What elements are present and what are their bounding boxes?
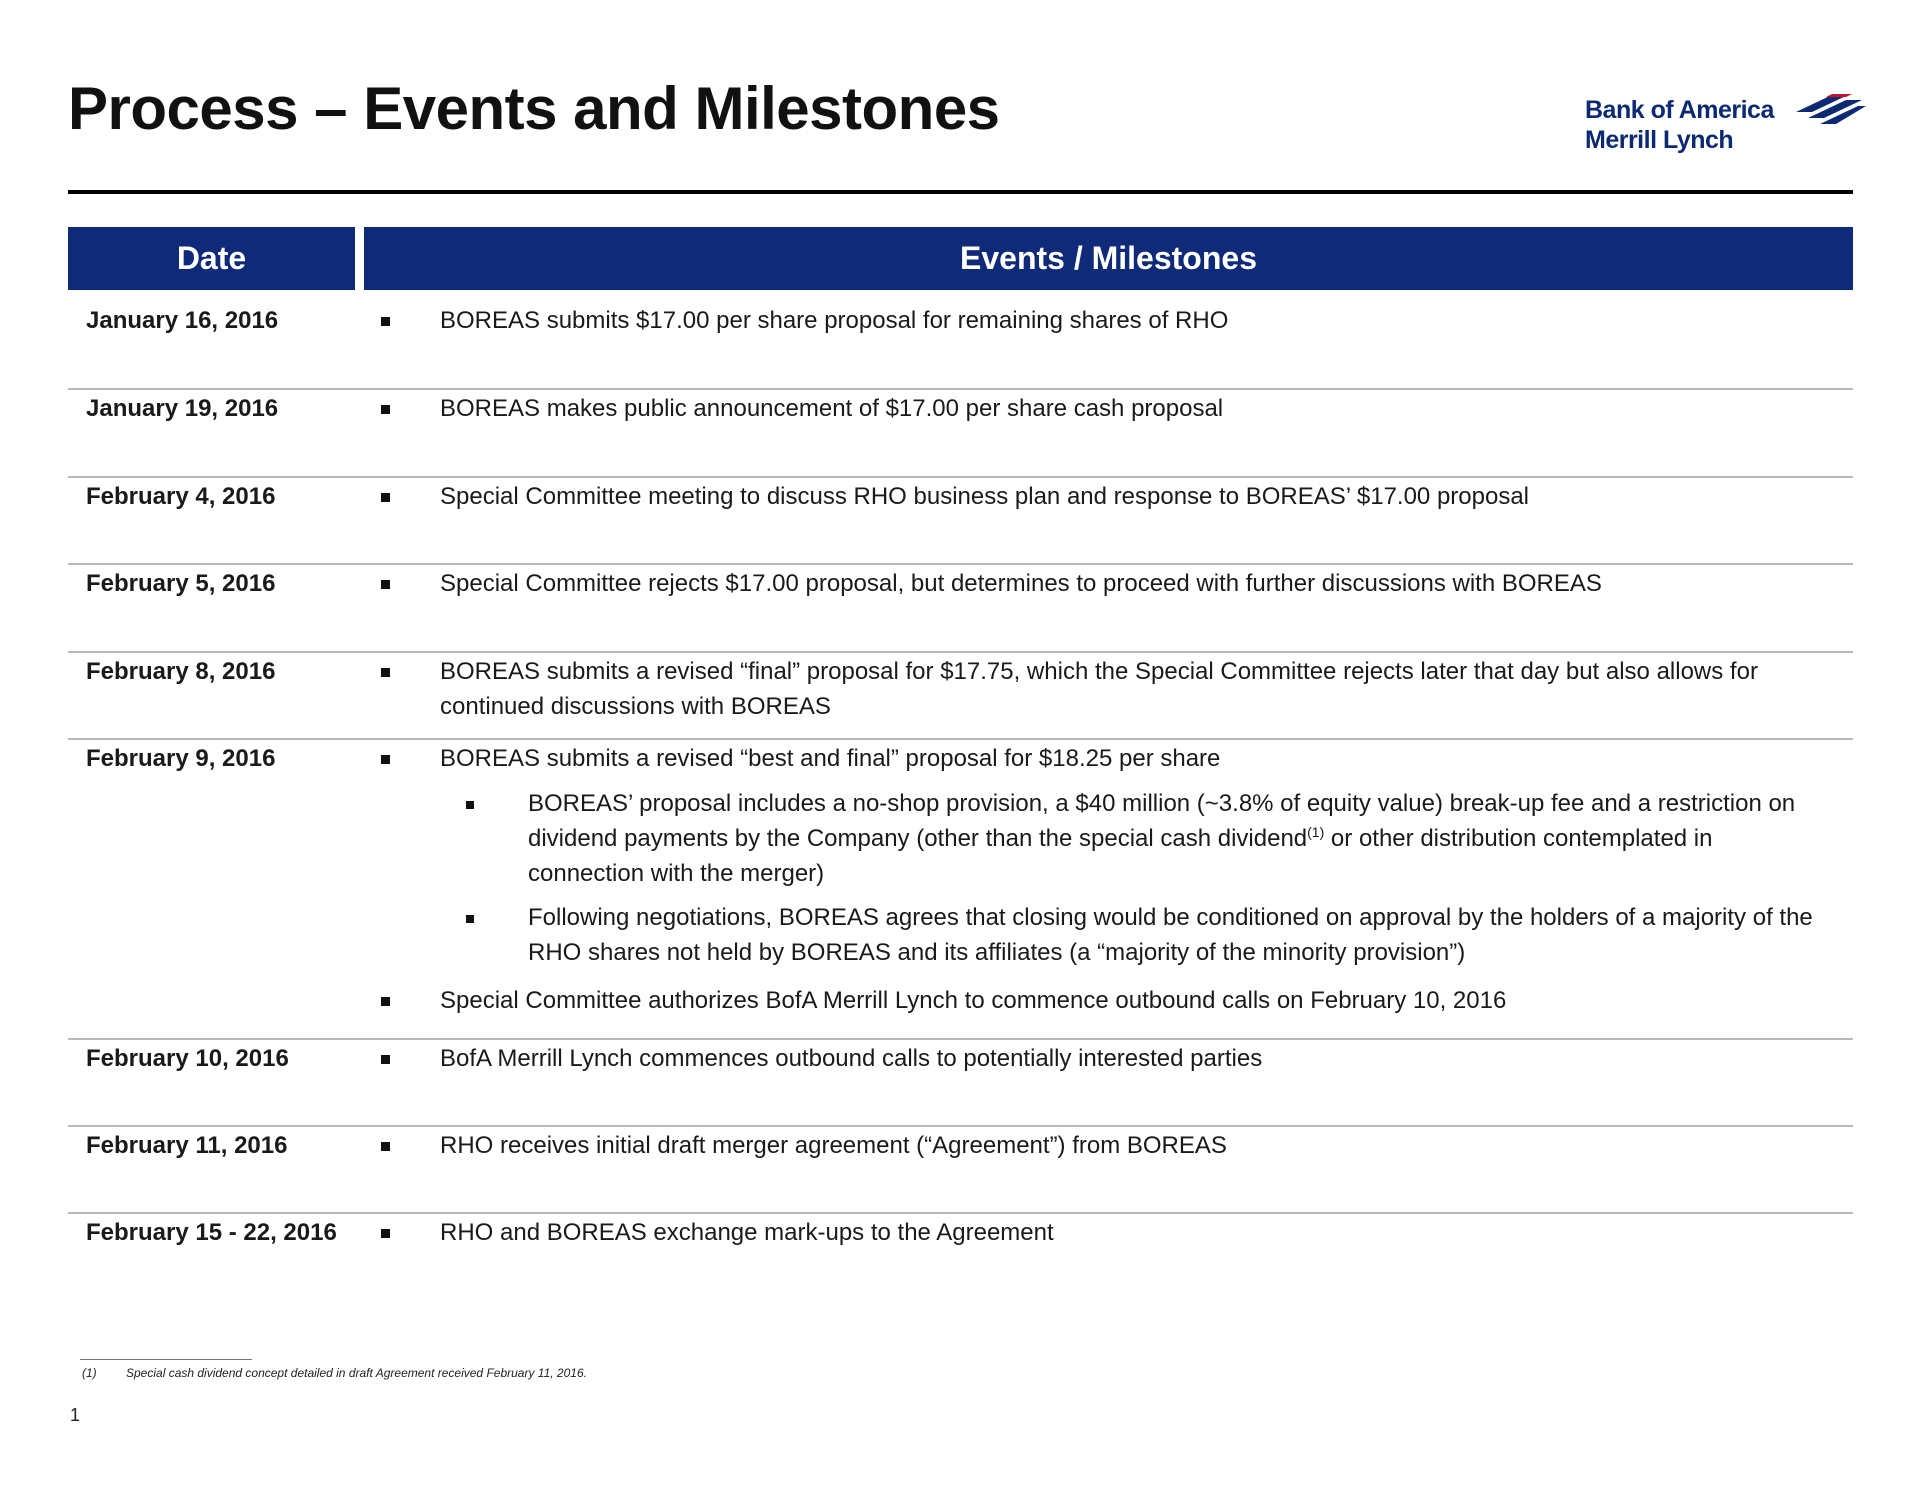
row-divider xyxy=(68,388,1853,390)
event-text: RHO and BOREAS exchange mark-ups to the Agreement xyxy=(440,1219,1054,1246)
table-row xyxy=(68,568,1853,648)
row-divider xyxy=(68,1038,1853,1040)
square-subbullet-icon xyxy=(466,915,474,923)
table-row xyxy=(68,1043,1853,1123)
row-divider xyxy=(68,1212,1853,1214)
table-row xyxy=(68,1130,1853,1210)
row-date: February 8, 2016 xyxy=(86,658,276,685)
table-row xyxy=(68,305,1853,385)
events-column-header: Events / Milestones xyxy=(364,227,1853,290)
event-text: Special Committee rejects $17.00 proposal, but determines to proceed with further discussions with BOREAS xyxy=(440,570,1602,597)
square-bullet-icon xyxy=(381,493,390,502)
row-divider xyxy=(68,476,1853,478)
row-date: January 19, 2016 xyxy=(86,395,279,422)
row-divider xyxy=(68,738,1853,740)
row-divider xyxy=(68,1125,1853,1127)
footnote xyxy=(82,1366,587,1380)
event-text: RHO receives initial draft merger agreement (“Agreement”) from BOREAS xyxy=(440,1132,1227,1159)
square-bullet-icon xyxy=(381,1142,390,1151)
footnote-text: Special cash dividend concept detailed in draft Agreement received February 11, 2016. xyxy=(126,1366,587,1380)
square-bullet-icon xyxy=(381,580,390,589)
row-divider xyxy=(68,563,1853,565)
row-date: January 16, 2016 xyxy=(86,307,279,334)
table-row xyxy=(68,481,1853,561)
bank-of-america-flag-icon xyxy=(1788,90,1868,128)
company-logo xyxy=(1585,90,1870,170)
row-date: February 15 - 22, 2016 xyxy=(86,1219,337,1246)
square-bullet-icon xyxy=(381,997,390,1006)
event-text: BofA Merrill Lynch commences outbound calls to potentially interested parties xyxy=(440,1045,1263,1072)
logo-text-line2: Merrill Lynch xyxy=(1585,126,1734,154)
square-subbullet-icon xyxy=(466,801,474,809)
page-title: Process – Events and Milestones xyxy=(68,75,1000,142)
table-row xyxy=(68,656,1853,736)
square-bullet-icon xyxy=(381,668,390,677)
row-date: February 5, 2016 xyxy=(86,570,276,597)
event-text: BOREAS makes public announcement of $17.00 per share cash proposal xyxy=(440,395,1224,422)
square-bullet-icon xyxy=(381,1229,390,1238)
event-text: Special Committee meeting to discuss RHO business plan and response to BOREAS’ $17.00 proposal xyxy=(440,483,1530,510)
event-text: BOREAS submits a revised “final” proposal for $17.75, which the Special Committee rejects later that day but also allows for continued discussions with BOREAS xyxy=(440,658,1758,720)
event-subtext: BOREAS’ proposal includes a no-shop provision, a $40 million (~3.8% of equity value) break-up fee and a restriction on dividend payments by the Company (other than the special cash dividend$^{(1)}$ or other distribution contemplated in connection with the merger) xyxy=(528,790,1796,887)
event-text: Special Committee authorizes BofA Merrill Lynch to commence outbound calls on February 10, 2016 xyxy=(440,987,1507,1014)
square-bullet-icon xyxy=(381,755,390,764)
square-bullet-icon xyxy=(381,405,390,414)
square-bullet-icon xyxy=(381,1055,390,1064)
row-date: February 10, 2016 xyxy=(86,1045,289,1072)
page-number: 1 xyxy=(70,1405,81,1425)
logo-text-line1: Bank of America xyxy=(1585,96,1774,124)
table-row xyxy=(68,743,1853,1033)
footnote-divider xyxy=(80,1359,252,1360)
event-text: BOREAS submits a revised “best and final” proposal for $18.25 per share xyxy=(440,745,1221,772)
title-underline xyxy=(68,190,1853,194)
event-text: BOREAS submits $17.00 per share proposal for remaining shares of RHO xyxy=(440,307,1229,334)
row-date: February 4, 2016 xyxy=(86,483,276,510)
footnote-number: (1) xyxy=(82,1366,97,1380)
table-row xyxy=(68,393,1853,473)
date-column-header: Date xyxy=(68,227,355,290)
square-bullet-icon xyxy=(381,317,390,326)
row-date: February 11, 2016 xyxy=(86,1132,288,1159)
table-row xyxy=(68,1217,1853,1297)
row-date: February 9, 2016 xyxy=(86,745,276,772)
row-divider xyxy=(68,651,1853,653)
event-subtext: Following negotiations, BOREAS agrees that closing would be conditioned on approval by the holders of a majority of the RHO shares not held by BOREAS and its affiliates (a “majority of the minority provision”) xyxy=(528,904,1813,966)
